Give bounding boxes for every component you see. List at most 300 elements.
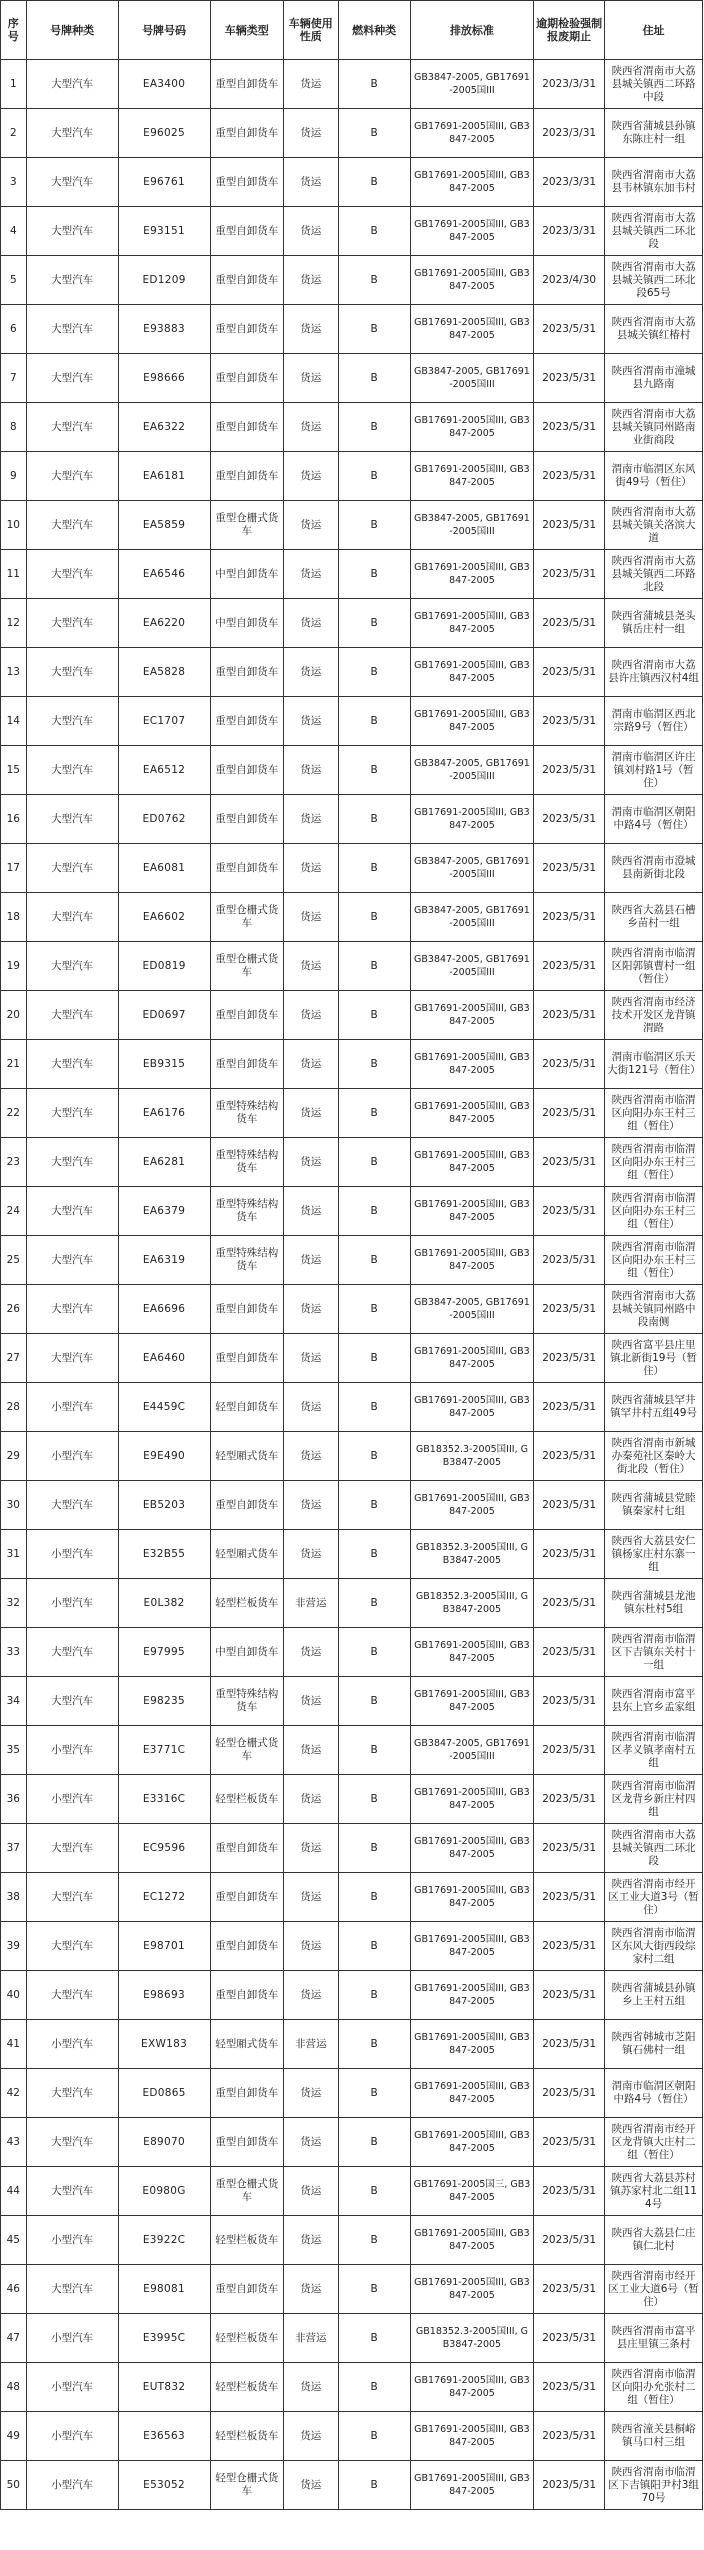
deadline-cell: 2023/5/31 (534, 648, 605, 697)
plate-type-cell: 大型汽车 (26, 795, 118, 844)
address-cell: 陕西省蒲城县龙池镇东杜村5组 (605, 1579, 703, 1628)
vehicle-type-cell: 轻型栏板货车 (210, 2216, 283, 2265)
table-row (1, 2412, 703, 2461)
usage-cell: 货运 (283, 844, 338, 893)
address-cell: 陕西省渭南市澄城县南新街北段 (605, 844, 703, 893)
table-row (1, 403, 703, 452)
emission-cell: GB3847-2005, GB17691-2005国III (410, 844, 533, 893)
plate-type-cell: 大型汽车 (26, 1187, 118, 1236)
usage-cell: 货运 (283, 1236, 338, 1285)
usage-cell: 货运 (283, 1334, 338, 1383)
deadline-cell: 2023/5/31 (534, 501, 605, 550)
usage-cell: 货运 (283, 2167, 338, 2216)
plate-number-cell: E98081 (118, 2265, 210, 2314)
seq-cell: 30 (1, 1481, 27, 1530)
vehicle-type-cell: 轻型仓栅式货车 (210, 2461, 283, 2510)
fuel-cell: B (338, 403, 410, 452)
fuel-cell: B (338, 1677, 410, 1726)
address-cell: 陕西省渭南市大荔县许庄镇西汉村4组 (605, 648, 703, 697)
table-row (1, 501, 703, 550)
fuel-cell: B (338, 354, 410, 403)
plate-type-cell: 小型汽车 (26, 1383, 118, 1432)
header-plate-type: 号牌种类 (26, 1, 118, 60)
fuel-cell: B (338, 2412, 410, 2461)
usage-cell: 货运 (283, 354, 338, 403)
usage-cell: 货运 (283, 1432, 338, 1481)
address-cell: 陕西省大荔县仁庄镇仁北村 (605, 2216, 703, 2265)
plate-type-cell: 大型汽车 (26, 452, 118, 501)
usage-cell: 货运 (283, 60, 338, 109)
emission-cell: GB18352.3-2005国III, GB3847-2005 (410, 2314, 533, 2363)
address-cell: 渭南市临渭区乐天大街121号（暂住） (605, 1040, 703, 1089)
header-usage: 车辆使用性质 (283, 1, 338, 60)
plate-number-cell: EC9596 (118, 1824, 210, 1873)
deadline-cell: 2023/3/31 (534, 207, 605, 256)
seq-cell: 49 (1, 2412, 27, 2461)
header-seq: 序号 (1, 1, 27, 60)
fuel-cell: B (338, 1187, 410, 1236)
address-cell: 陕西省渭南市临渭区向阳办允张村二组（暂住） (605, 2363, 703, 2412)
seq-cell: 44 (1, 2167, 27, 2216)
seq-cell: 15 (1, 746, 27, 795)
plate-type-cell: 大型汽车 (26, 1628, 118, 1677)
plate-type-cell: 大型汽车 (26, 207, 118, 256)
address-cell: 陕西省渭南市临渭区孝义镇孝南村五组 (605, 1726, 703, 1775)
table-row (1, 1138, 703, 1187)
plate-number-cell: EB5203 (118, 1481, 210, 1530)
deadline-cell: 2023/5/31 (534, 1432, 605, 1481)
seq-cell: 19 (1, 942, 27, 991)
deadline-cell: 2023/5/31 (534, 1824, 605, 1873)
address-cell: 陕西省渭南市大荔县城关镇同州路中段南侧 (605, 1285, 703, 1334)
table-row (1, 893, 703, 942)
plate-number-cell: EA6319 (118, 1236, 210, 1285)
plate-number-cell: EA6081 (118, 844, 210, 893)
plate-number-cell: EA5828 (118, 648, 210, 697)
address-cell: 渭南市临渭区朝阳中路4号（暂住） (605, 795, 703, 844)
vehicle-type-cell: 重型自卸货车 (210, 109, 283, 158)
deadline-cell: 2023/5/31 (534, 697, 605, 746)
vehicle-type-cell: 重型自卸货车 (210, 1824, 283, 1873)
emission-cell: GB3847-2005, GB17691-2005国III (410, 354, 533, 403)
vehicle-type-cell: 重型自卸货车 (210, 256, 283, 305)
vehicle-type-cell: 重型自卸货车 (210, 1971, 283, 2020)
table-row (1, 2216, 703, 2265)
address-cell: 陕西省渭南市经济技术开发区龙背镇渭路 (605, 991, 703, 1040)
emission-cell: GB3847-2005, GB17691-2005国III (410, 60, 533, 109)
table-row (1, 1285, 703, 1334)
plate-number-cell: ED0762 (118, 795, 210, 844)
deadline-cell: 2023/5/31 (534, 1922, 605, 1971)
table-row (1, 746, 703, 795)
seq-cell: 5 (1, 256, 27, 305)
fuel-cell: B (338, 1481, 410, 1530)
plate-number-cell: EA5859 (118, 501, 210, 550)
address-cell: 陕西省渭南市临渭区下吉镇阳尹村3组70号 (605, 2461, 703, 2510)
seq-cell: 11 (1, 550, 27, 599)
table-row (1, 1628, 703, 1677)
address-cell: 陕西省渭南市临渭区向阳办东王村三组（暂住） (605, 1138, 703, 1187)
table-row (1, 1873, 703, 1922)
address-cell: 陕西省渭南市大荔县城关镇西二环北段 (605, 207, 703, 256)
seq-cell: 36 (1, 1775, 27, 1824)
fuel-cell: B (338, 109, 410, 158)
table-row (1, 648, 703, 697)
emission-cell: GB17691-2005国III, GB3847-2005 (410, 599, 533, 648)
fuel-cell: B (338, 746, 410, 795)
usage-cell: 货运 (283, 2069, 338, 2118)
seq-cell: 8 (1, 403, 27, 452)
deadline-cell: 2023/5/31 (534, 1481, 605, 1530)
deadline-cell: 2023/5/31 (534, 2461, 605, 2510)
deadline-cell: 2023/5/31 (534, 1677, 605, 1726)
seq-cell: 35 (1, 1726, 27, 1775)
table-row (1, 2461, 703, 2510)
plate-number-cell: E98701 (118, 1922, 210, 1971)
plate-type-cell: 小型汽车 (26, 2020, 118, 2069)
plate-type-cell: 小型汽车 (26, 1432, 118, 1481)
deadline-cell: 2023/5/31 (534, 1628, 605, 1677)
emission-cell: GB17691-2005国III, GB3847-2005 (410, 1236, 533, 1285)
fuel-cell: B (338, 648, 410, 697)
plate-number-cell: E32B55 (118, 1530, 210, 1579)
deadline-cell: 2023/5/31 (534, 1040, 605, 1089)
address-cell: 陕西省大荔县石槽乡苗村一组 (605, 893, 703, 942)
fuel-cell: B (338, 1824, 410, 1873)
fuel-cell: B (338, 1579, 410, 1628)
deadline-cell: 2023/4/30 (534, 256, 605, 305)
usage-cell: 非营运 (283, 2314, 338, 2363)
fuel-cell: B (338, 1383, 410, 1432)
fuel-cell: B (338, 1775, 410, 1824)
deadline-cell: 2023/5/31 (534, 2020, 605, 2069)
vehicle-type-cell: 重型自卸货车 (210, 354, 283, 403)
address-cell: 陕西省蒲城县孙镇乡上王村五组 (605, 1971, 703, 2020)
plate-type-cell: 大型汽车 (26, 158, 118, 207)
fuel-cell: B (338, 1873, 410, 1922)
emission-cell: GB17691-2005国III, GB3847-2005 (410, 648, 533, 697)
seq-cell: 14 (1, 697, 27, 746)
seq-cell: 12 (1, 599, 27, 648)
usage-cell: 货运 (283, 746, 338, 795)
seq-cell: 17 (1, 844, 27, 893)
plate-number-cell: EXW183 (118, 2020, 210, 2069)
seq-cell: 1 (1, 60, 27, 109)
address-cell: 陕西省富平县庄里镇北新街19号（暂住） (605, 1334, 703, 1383)
deadline-cell: 2023/5/31 (534, 1971, 605, 2020)
deadline-cell: 2023/3/31 (534, 60, 605, 109)
vehicle-type-cell: 轻型仓栅式货车 (210, 1726, 283, 1775)
fuel-cell: B (338, 452, 410, 501)
table-row (1, 2020, 703, 2069)
deadline-cell: 2023/5/31 (534, 746, 605, 795)
address-cell: 陕西省渭南市大荔县城关镇西二环路中段 (605, 60, 703, 109)
plate-type-cell: 大型汽车 (26, 1677, 118, 1726)
table-row (1, 1824, 703, 1873)
plate-number-cell: E4459C (118, 1383, 210, 1432)
seq-cell: 45 (1, 2216, 27, 2265)
seq-cell: 23 (1, 1138, 27, 1187)
plate-type-cell: 小型汽车 (26, 1726, 118, 1775)
usage-cell: 货运 (283, 1922, 338, 1971)
table-row (1, 1040, 703, 1089)
plate-number-cell: EUT832 (118, 2363, 210, 2412)
address-cell: 渭南市临渭区许庄镇刘村路1号（暂住） (605, 746, 703, 795)
fuel-cell: B (338, 1285, 410, 1334)
plate-type-cell: 大型汽车 (26, 403, 118, 452)
seq-cell: 18 (1, 893, 27, 942)
plate-type-cell: 小型汽车 (26, 2461, 118, 2510)
plate-number-cell: EA6220 (118, 599, 210, 648)
usage-cell: 货运 (283, 109, 338, 158)
fuel-cell: B (338, 1432, 410, 1481)
seq-cell: 22 (1, 1089, 27, 1138)
plate-number-cell: E98235 (118, 1677, 210, 1726)
emission-cell: GB17691-2005国III, GB3847-2005 (410, 1628, 533, 1677)
vehicle-type-cell: 重型自卸货车 (210, 1481, 283, 1530)
fuel-cell: B (338, 1971, 410, 2020)
fuel-cell: B (338, 501, 410, 550)
address-cell: 陕西省渭南市大荔县城关镇西二环路北段 (605, 550, 703, 599)
address-cell: 陕西省渭南市大荔县城关镇红椿村 (605, 305, 703, 354)
address-cell: 陕西省渭南市临渭区向阳办东王村三组（暂住） (605, 1089, 703, 1138)
table-row (1, 697, 703, 746)
table-row (1, 1726, 703, 1775)
address-cell: 陕西省潼关县桐峪镇马口村三组 (605, 2412, 703, 2461)
fuel-cell: B (338, 2167, 410, 2216)
address-cell: 陕西省渭南市潼城县九路南 (605, 354, 703, 403)
seq-cell: 10 (1, 501, 27, 550)
table-row (1, 256, 703, 305)
vehicle-type-cell: 轻型栏板货车 (210, 1775, 283, 1824)
deadline-cell: 2023/3/31 (534, 109, 605, 158)
emission-cell: GB17691-2005国III, GB3847-2005 (410, 550, 533, 599)
vehicle-type-cell: 重型仓栅式货车 (210, 2167, 283, 2216)
usage-cell: 货运 (283, 1285, 338, 1334)
plate-type-cell: 大型汽车 (26, 1138, 118, 1187)
deadline-cell: 2023/5/31 (534, 1285, 605, 1334)
table-row (1, 599, 703, 648)
seq-cell: 41 (1, 2020, 27, 2069)
vehicle-type-cell: 轻型厢式货车 (210, 2020, 283, 2069)
seq-cell: 2 (1, 109, 27, 158)
fuel-cell: B (338, 2363, 410, 2412)
usage-cell: 货运 (283, 1040, 338, 1089)
plate-number-cell: EC1272 (118, 1873, 210, 1922)
usage-cell: 货运 (283, 403, 338, 452)
fuel-cell: B (338, 1922, 410, 1971)
fuel-cell: B (338, 697, 410, 746)
emission-cell: GB18352.3-2005国III, GB3847-2005 (410, 1579, 533, 1628)
plate-type-cell: 大型汽车 (26, 2069, 118, 2118)
fuel-cell: B (338, 2020, 410, 2069)
plate-number-cell: ED1209 (118, 256, 210, 305)
seq-cell: 6 (1, 305, 27, 354)
vehicle-type-cell: 中型自卸货车 (210, 550, 283, 599)
plate-number-cell: E89070 (118, 2118, 210, 2167)
vehicle-type-cell: 重型自卸货车 (210, 2265, 283, 2314)
usage-cell: 货运 (283, 795, 338, 844)
emission-cell: GB17691-2005国III, GB3847-2005 (410, 109, 533, 158)
vehicle-type-cell: 轻型栏板货车 (210, 2314, 283, 2363)
plate-type-cell: 大型汽车 (26, 501, 118, 550)
fuel-cell: B (338, 1138, 410, 1187)
vehicle-type-cell: 重型仓栅式货车 (210, 942, 283, 991)
vehicle-type-cell: 重型自卸货车 (210, 1922, 283, 1971)
vehicle-type-cell: 重型仓栅式货车 (210, 893, 283, 942)
plate-number-cell: EA6181 (118, 452, 210, 501)
plate-number-cell: E3771C (118, 1726, 210, 1775)
emission-cell: GB17691-2005国III, GB3847-2005 (410, 158, 533, 207)
table-row (1, 1334, 703, 1383)
vehicle-type-cell: 重型自卸货车 (210, 305, 283, 354)
fuel-cell: B (338, 942, 410, 991)
seq-cell: 38 (1, 1873, 27, 1922)
emission-cell: GB17691-2005国III, GB3847-2005 (410, 452, 533, 501)
vehicle-type-cell: 轻型厢式货车 (210, 1432, 283, 1481)
emission-cell: GB3847-2005, GB17691-2005国III (410, 1285, 533, 1334)
deadline-cell: 2023/5/31 (534, 942, 605, 991)
address-cell: 陕西省蒲城县罕井镇罕井村五组49号 (605, 1383, 703, 1432)
emission-cell: GB17691-2005国III, GB3847-2005 (410, 2265, 533, 2314)
plate-type-cell: 大型汽车 (26, 109, 118, 158)
usage-cell: 货运 (283, 207, 338, 256)
emission-cell: GB17691-2005国III, GB3847-2005 (410, 305, 533, 354)
table-row (1, 2118, 703, 2167)
plate-type-cell: 大型汽车 (26, 942, 118, 991)
deadline-cell: 2023/5/31 (534, 1873, 605, 1922)
address-cell: 陕西省渭南市临渭区向阳办东王村三组（暂住） (605, 1187, 703, 1236)
deadline-cell: 2023/5/31 (534, 991, 605, 1040)
deadline-cell: 2023/5/31 (534, 1579, 605, 1628)
deadline-cell: 2023/5/31 (534, 305, 605, 354)
table-row (1, 1922, 703, 1971)
seq-cell: 25 (1, 1236, 27, 1285)
usage-cell: 货运 (283, 1824, 338, 1873)
vehicle-type-cell: 重型自卸货车 (210, 452, 283, 501)
header-address: 住址 (605, 1, 703, 60)
fuel-cell: B (338, 1236, 410, 1285)
emission-cell: GB17691-2005国III, GB3847-2005 (410, 1677, 533, 1726)
table-row (1, 452, 703, 501)
emission-cell: GB17691-2005国III, GB3847-2005 (410, 1334, 533, 1383)
header-fuel: 燃料种类 (338, 1, 410, 60)
fuel-cell: B (338, 599, 410, 648)
fuel-cell: B (338, 1530, 410, 1579)
emission-cell: GB17691-2005国III, GB3847-2005 (410, 2363, 533, 2412)
emission-cell: GB17691-2005国III, GB3847-2005 (410, 256, 533, 305)
usage-cell: 货运 (283, 942, 338, 991)
emission-cell: GB17691-2005国III, GB3847-2005 (410, 403, 533, 452)
usage-cell: 货运 (283, 2265, 338, 2314)
table-row (1, 60, 703, 109)
vehicle-type-cell: 重型自卸货车 (210, 2069, 283, 2118)
usage-cell: 货运 (283, 2216, 338, 2265)
deadline-cell: 2023/5/31 (534, 354, 605, 403)
deadline-cell: 2023/5/31 (534, 403, 605, 452)
vehicle-type-cell: 重型自卸货车 (210, 1334, 283, 1383)
emission-cell: GB17691-2005国III, GB3847-2005 (410, 1824, 533, 1873)
vehicle-type-cell: 重型自卸货车 (210, 60, 283, 109)
seq-cell: 34 (1, 1677, 27, 1726)
emission-cell: GB17691-2005国III, GB3847-2005 (410, 2020, 533, 2069)
usage-cell: 货运 (283, 1775, 338, 1824)
usage-cell: 货运 (283, 1726, 338, 1775)
usage-cell: 货运 (283, 1187, 338, 1236)
plate-number-cell: E93151 (118, 207, 210, 256)
emission-cell: GB17691-2005国III, GB3847-2005 (410, 2069, 533, 2118)
plate-type-cell: 大型汽车 (26, 2118, 118, 2167)
emission-cell: GB3847-2005, GB17691-2005国III (410, 1726, 533, 1775)
emission-cell: GB17691-2005国III, GB3847-2005 (410, 207, 533, 256)
emission-cell: GB3847-2005, GB17691-2005国III (410, 893, 533, 942)
usage-cell: 货运 (283, 305, 338, 354)
plate-number-cell: E36563 (118, 2412, 210, 2461)
emission-cell: GB18352.3-2005国III, GB3847-2005 (410, 1530, 533, 1579)
vehicle-type-cell: 重型自卸货车 (210, 403, 283, 452)
table-row (1, 1677, 703, 1726)
emission-cell: GB17691-2005国III, GB3847-2005 (410, 1922, 533, 1971)
plate-type-cell: 大型汽车 (26, 893, 118, 942)
address-cell: 陕西省韩城市芝阳镇石佛村一组 (605, 2020, 703, 2069)
fuel-cell: B (338, 991, 410, 1040)
seq-cell: 40 (1, 1971, 27, 2020)
vehicle-type-cell: 重型自卸货车 (210, 2118, 283, 2167)
usage-cell: 货运 (283, 2461, 338, 2510)
plate-type-cell: 大型汽车 (26, 746, 118, 795)
usage-cell: 货运 (283, 2412, 338, 2461)
emission-cell: GB18352.3-2005国III, GB3847-2005 (410, 1432, 533, 1481)
plate-number-cell: E3316C (118, 1775, 210, 1824)
address-cell: 陕西省大荔县安仁镇杨家庄村东寨一组 (605, 1530, 703, 1579)
fuel-cell: B (338, 207, 410, 256)
seq-cell: 3 (1, 158, 27, 207)
emission-cell: GB17691-2005国三, GB3847-2005 (410, 2167, 533, 2216)
plate-type-cell: 大型汽车 (26, 60, 118, 109)
address-cell: 陕西省渭南市新城办秦苑社区秦岭大街北段（暂住） (605, 1432, 703, 1481)
emission-cell: GB17691-2005国III, GB3847-2005 (410, 2461, 533, 2510)
address-cell: 陕西省蒲城县孙镇东陈庄村一组 (605, 109, 703, 158)
fuel-cell: B (338, 844, 410, 893)
vehicle-type-cell: 轻型栏板货车 (210, 2363, 283, 2412)
usage-cell: 货运 (283, 1089, 338, 1138)
address-cell: 陕西省渭南市临渭区龙背乡新庄村四组 (605, 1775, 703, 1824)
emission-cell: GB17691-2005国III, GB3847-2005 (410, 2412, 533, 2461)
plate-type-cell: 小型汽车 (26, 2314, 118, 2363)
deadline-cell: 2023/5/31 (534, 2216, 605, 2265)
address-cell: 陕西省渭南市富平县庄里镇三条村 (605, 2314, 703, 2363)
plate-number-cell: E97995 (118, 1628, 210, 1677)
table-row (1, 550, 703, 599)
plate-type-cell: 大型汽车 (26, 550, 118, 599)
header-vehicle-type: 车辆类型 (210, 1, 283, 60)
seq-cell: 43 (1, 2118, 27, 2167)
table-row (1, 1579, 703, 1628)
plate-number-cell: EA6512 (118, 746, 210, 795)
fuel-cell: B (338, 1040, 410, 1089)
deadline-cell: 2023/5/31 (534, 599, 605, 648)
fuel-cell: B (338, 2314, 410, 2363)
table-row (1, 1383, 703, 1432)
table-row (1, 1187, 703, 1236)
fuel-cell: B (338, 795, 410, 844)
deadline-cell: 2023/5/31 (534, 795, 605, 844)
plate-number-cell: ED0697 (118, 991, 210, 1040)
address-cell: 陕西省渭南市富平县东上官乡孟家组 (605, 1677, 703, 1726)
table-header (1, 1, 703, 60)
vehicle-type-cell: 重型自卸货车 (210, 697, 283, 746)
vehicle-type-cell: 重型自卸货车 (210, 795, 283, 844)
